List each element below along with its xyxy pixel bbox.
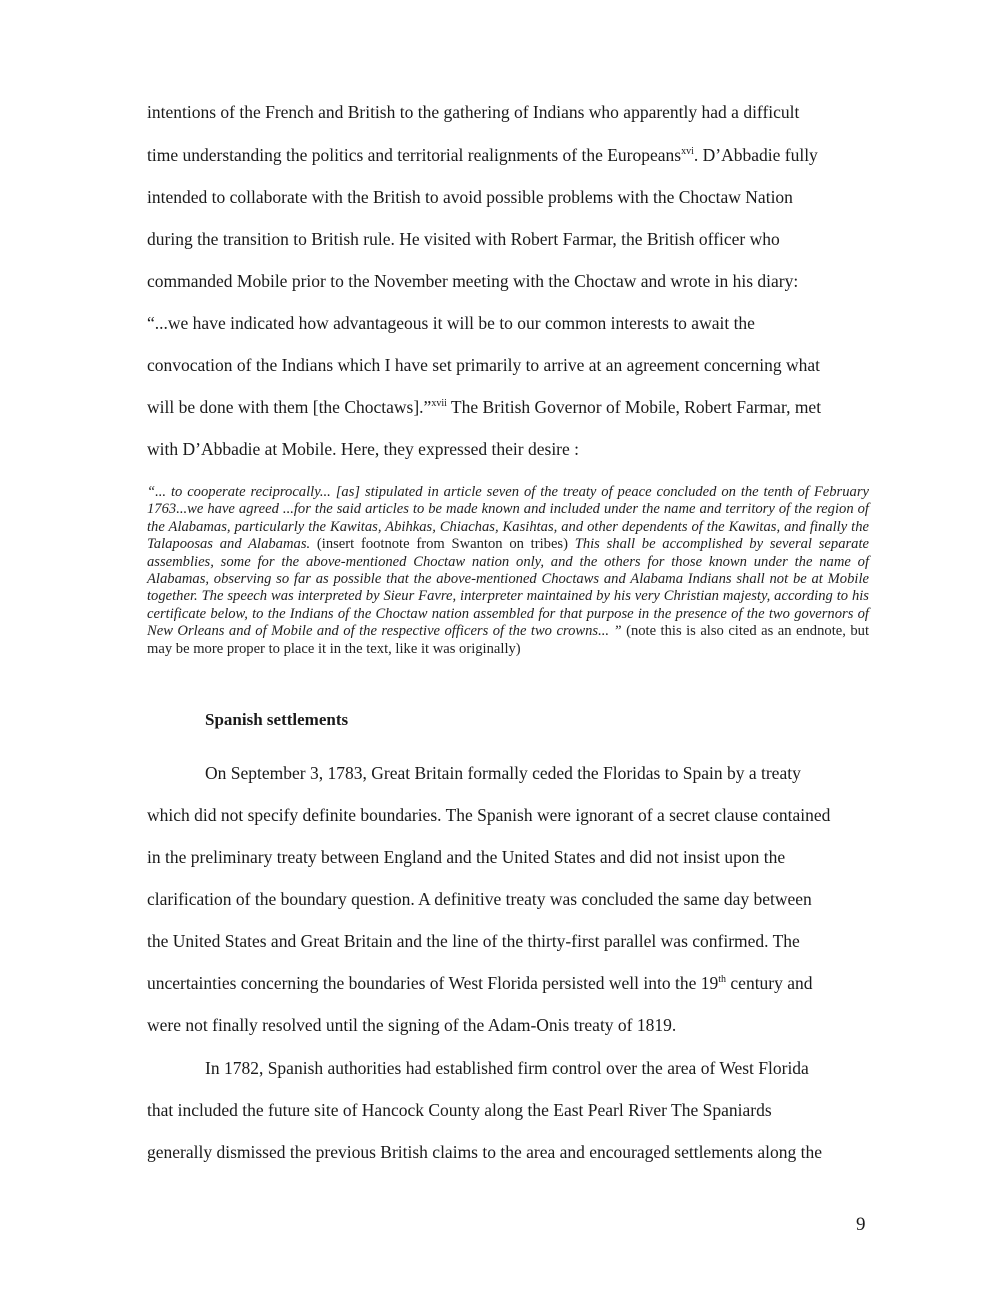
body-line: with D’Abbadie at Mobile. Here, they expressed their desire : [147, 439, 580, 459]
body-line: the United States and Great Britain and the line of the thirty-first parallel was confirmed. The [147, 931, 800, 951]
body-line: commanded Mobile prior to the November meeting with the Choctaw and wrote in his diary: [147, 271, 799, 291]
superscript: th [718, 974, 727, 985]
body-line: were not finally resolved until the signing of the Adam-Onis treaty of 1819. [147, 1015, 677, 1035]
endnote-marker: xvii [431, 398, 447, 409]
line-text: century and [726, 973, 813, 993]
body-line [147, 396, 821, 418]
editor-note: (note this is also cited as an endnote, but may be more proper to place it in the text, like it was originally) [147, 623, 870, 657]
body-line: convocation of the Indians which I have set primarily to arrive at an agreement concerning what [147, 355, 821, 375]
body-line: in the preliminary treaty between England and the United States and did not insist upon the [147, 847, 786, 867]
quote-text: “... to cooperate reciprocally... [as] stipulated in article seven of the treaty of peace concluded on the tenth of February 1763...we have agreed ...for the said articles to be made known and included under the name and territory of the region of the Alabamas, particularly the Kawitas, Abihkas, Chiachas, Kasihtas, and other dependents of the Kawitas, and finally the Talapoosas and Alabamas. [147, 484, 869, 553]
body-line: intended to collaborate with the British to avoid possible problems with the Choctaw Nation [147, 187, 793, 207]
body-line: In 1782, Spanish authorities had established firm control over the area of West Florida [205, 1058, 809, 1078]
body-line: generally dismissed the previous British claims to the area and encouraged settlements along the [147, 1142, 823, 1162]
body-line: On September 3, 1783, Great Britain formally ceded the Floridas to Spain by a treaty [205, 763, 801, 783]
body-line: during the transition to British rule. He visited with Robert Farmar, the British officer who [147, 229, 780, 249]
page-number: 9 [856, 1214, 866, 1235]
line-text: will be done with them [the Choctaws].” [147, 397, 432, 417]
line-text: The British Governor of Mobile, Robert Farmar, met [446, 397, 822, 417]
line-text: . D’Abbadie fully [693, 145, 818, 165]
body-line: clarification of the boundary question. A definitive treaty was concluded the same day between [147, 889, 812, 909]
block-quote [147, 484, 869, 658]
body-line: “...we have indicated how advantageous it will be to our common interests to await the [147, 313, 755, 333]
body-line [147, 144, 818, 166]
line-text: uncertainties concerning the boundaries of West Florida persisted well into the 19 [147, 973, 719, 993]
endnote-marker: xvi [681, 146, 694, 157]
quote-text: This shall be accomplished by several separate assemblies, some for the above-mentioned Choctaw nation only, and the others for those known under the name of Alabamas, observing so far as possible that the above-mentioned Choctaws and Alabama Indians shall not be at Mobile together. The speech was interpreted by Sieur Favre, interpreter maintained by his very Christian majesty, according to his certificate below, to the Indians of the Choctaw nation assembled for that purpose in the presence of the two governors of New Orleans and of Mobile and of the respective officers of the two crowns... ” [147, 536, 870, 640]
body-line: that included the future site of Hancock County along the East Pearl River The Spaniards [147, 1100, 772, 1120]
body-line [147, 972, 813, 994]
line-text: time understanding the politics and territorial realignments of the Europeans [147, 145, 682, 165]
section-heading: Spanish settlements [205, 710, 349, 729]
editor-note: (insert footnote from Swanton on tribes) [310, 536, 575, 553]
body-line: intentions of the French and British to the gathering of Indians who apparently had a difficult [147, 102, 800, 122]
body-line: which did not specify definite boundaries. The Spanish were ignorant of a secret clause contained [147, 805, 831, 825]
